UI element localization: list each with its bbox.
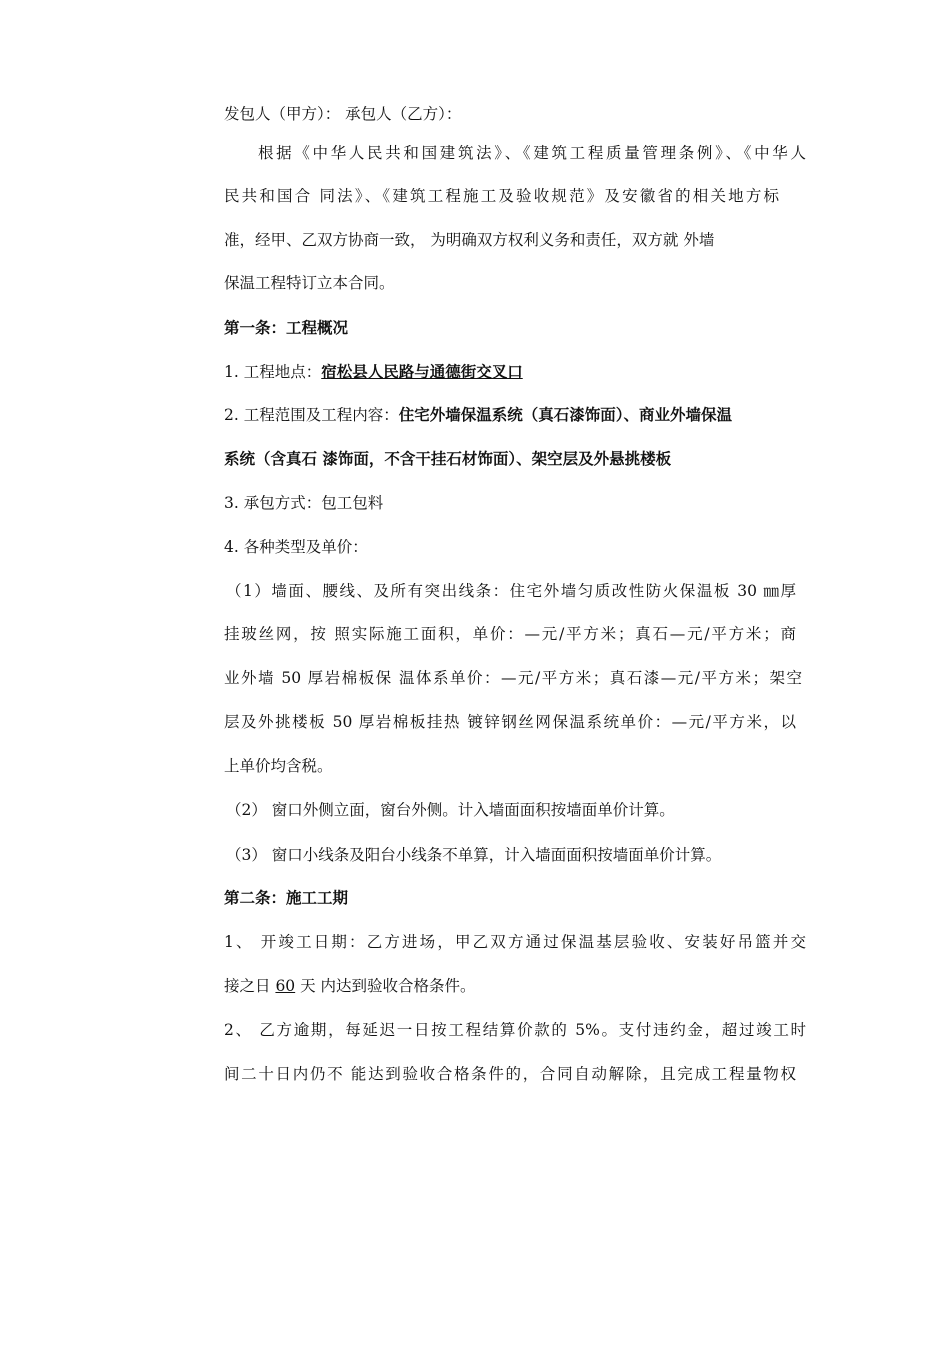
parties-line: 发包人（甲方）： 承包人（乙方）：: [224, 105, 462, 123]
contract-mode: 3. 承包方式：包工包料: [224, 494, 384, 512]
article2-p2-line-1: 2、 乙方逾期，每延迟一日按工程结算价款的 5%。支付违约金，超过竣工时: [224, 1021, 806, 1039]
scope-label: 2. 工程范围及工程内容：: [224, 406, 399, 424]
article1-title: 第一条：工程概况: [224, 319, 349, 337]
article2-p1-line-1: 1、 开竣工日期：乙方进场，甲乙双方通过保温基层验收、安装好吊篮并交: [224, 933, 806, 951]
article2-p2-line-2: 间二十日内仍不 能达到验收合格条件的，合同自动解除，且完成工程量物权: [224, 1065, 796, 1083]
intro-line-1: 根据《中华人民共和国建筑法》、《建筑工程质量管理条例》、《中华人: [258, 144, 806, 162]
item1-line-5: 上单价均含税。: [224, 757, 333, 775]
item2-line: （2） 窗口外侧立面，窗台外侧。计入墙面面积按墙面单价计算。: [226, 801, 675, 819]
scope-line-1: [224, 405, 814, 425]
article2-p1-line-2: [224, 976, 814, 996]
scope-value-2: 系统（含真石 漆饰面，不含干挂石材饰面）、架空层及外悬挑楼板: [224, 450, 672, 468]
item3-line: （3） 窗口小线条及阳台小线条不单算，计入墙面面积按墙面单价计算。: [226, 846, 722, 864]
item1-line-2: 挂玻丝网，按 照实际施工面积，单价：—元/平方米；真石—元/平方米；商: [224, 625, 796, 643]
days-suffix: 天 内达到验收合格条件。: [295, 977, 476, 995]
location-line: [224, 362, 814, 382]
scope-value-1: 住宅外墙保温系统（真石漆饰面）、商业外墙保温: [398, 406, 732, 424]
types-title: 4. 各种类型及单价：: [224, 538, 368, 556]
article2-title: 第二条：施工工期: [224, 889, 349, 907]
item1-line-4: 层及外挑楼板 50 厚岩棉板挂热 镀锌钢丝网保温系统单价：—元/平方米，以: [224, 713, 796, 731]
item1-line-3: 业外墙 50 厚岩棉板保 温体系单价：—元/平方米；真石漆—元/平方米；架空: [224, 669, 802, 687]
location-value: 宿松县人民路与通德街交叉口: [321, 363, 523, 381]
intro-line-3: 准，经甲、乙双方协商一致， 为明确双方权利义务和责任，双方就 外墙: [224, 231, 715, 249]
intro-line-2: 民共和国合 同法》、《建筑工程施工及验收规范》及安徽省的相关地方标: [224, 187, 779, 205]
days-prefix: 接之日: [224, 977, 276, 995]
days-value: 60: [275, 977, 296, 995]
item1-line-1: （1）墙面、腰线、及所有突出线条：住宅外墙匀质改性防火保温板 30 ㎜厚: [226, 582, 796, 600]
location-label: 1. 工程地点：: [224, 363, 322, 381]
intro-line-4: 保温工程特订立本合同。: [224, 274, 395, 292]
